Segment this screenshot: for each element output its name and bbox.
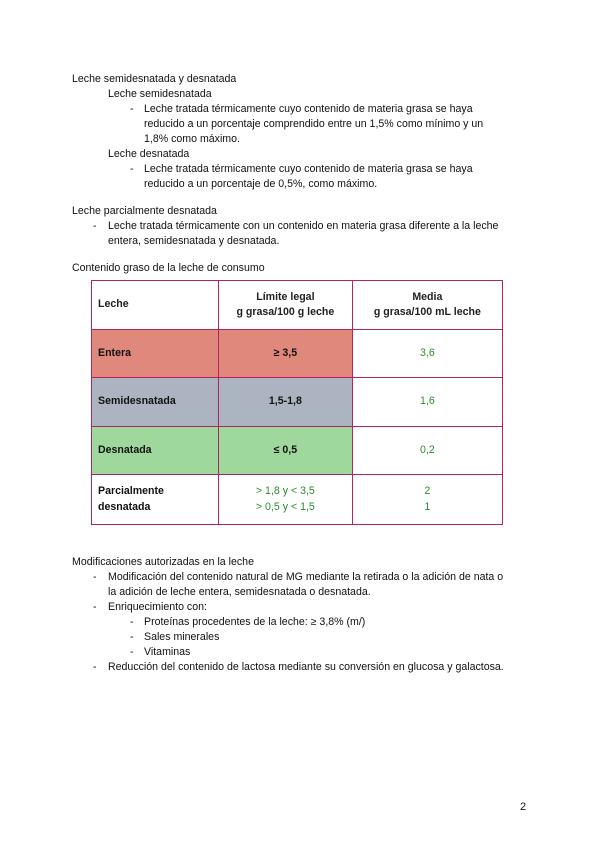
table-header-row [92, 281, 503, 330]
table-caption: Contenido graso de la leche de consumo [72, 262, 265, 274]
heading-semi-desnatada: Leche semidesnatada y desnatada [72, 73, 237, 85]
header-media-line2: g grasa/100 mL leche [373, 306, 481, 318]
table-row [92, 475, 503, 525]
table-row [92, 378, 503, 427]
desn-text-line-2: reducido a un porcentaje de 0,5%, como máximo. [144, 178, 378, 190]
table-row [92, 330, 503, 378]
desn-text-line-1: Leche tratada térmicamente cuyo contenido de materia grasa se haya [144, 163, 473, 175]
row-limit-cell: ≤ 0,5 [219, 427, 353, 475]
row-type-cell: Desnatada [92, 427, 219, 475]
subheading-semidesnatada: Leche semidesnatada [108, 88, 212, 100]
bullet-dash: - [130, 163, 134, 175]
row-mean-cell: 0,2 [352, 427, 502, 475]
row-type-cell [92, 475, 219, 525]
row-mean-cell: 1,6 [352, 378, 502, 427]
bullet-dash: - [130, 646, 134, 658]
mods-item2: Enriquecimiento con: [108, 601, 207, 613]
row-type-cell: Entera [92, 330, 219, 378]
mods-subitem-proteinas: Proteínas procedentes de la leche: ≥ 3,8% (m/) [144, 616, 366, 628]
header-leche: Leche [92, 281, 219, 330]
fat-content-table [91, 280, 503, 525]
bullet-dash: - [93, 601, 97, 613]
row-limit-line2: > 0,5 y < 1,5 [255, 500, 315, 513]
page-number: 2 [520, 801, 527, 813]
row-mean-cell: 3,6 [352, 330, 502, 378]
row-limit-cell [219, 475, 353, 525]
heading-modificaciones: Modificaciones autorizadas en la leche [72, 556, 254, 568]
header-limite [219, 281, 353, 330]
table-row [92, 427, 503, 475]
row-limit-cell: 1,5-1,8 [219, 378, 353, 427]
bullet-dash: - [130, 616, 134, 628]
header-limite-line2: g grasa/100 g leche [236, 306, 335, 318]
bullet-dash: - [130, 631, 134, 643]
mods-item1-line2: la adición de leche entera, semidesnatada o desnatada. [108, 586, 371, 598]
row-type-line2: desnatada [98, 500, 151, 513]
row-limit-line1: > 1,8 y < 3,5 [255, 485, 315, 498]
bullet-dash: - [93, 661, 97, 673]
parcial-text-line-2: entera, semidesnatada y desnatada. [108, 235, 280, 247]
mods-subitem-vitaminas: Vitaminas [144, 646, 191, 658]
parcial-text-line-1: Leche tratada térmicamente con un contenido en materia grasa diferente a la leche [108, 220, 499, 232]
header-media-line1: Media [412, 290, 443, 303]
row-type-cell: Semidesnatada [92, 378, 219, 427]
subheading-desnatada: Leche desnatada [108, 148, 190, 160]
row-mean-line1: 2 [424, 485, 431, 498]
heading-parcialmente: Leche parcialmente desnatada [72, 205, 217, 217]
semi-text-line-1: Leche tratada térmicamente cuyo contenido de materia grasa se haya [144, 103, 473, 115]
header-media [352, 281, 502, 330]
bullet-dash: - [93, 571, 97, 583]
mods-item1-line1: Modificación del contenido natural de MG mediante la retirada o la adición de nata o [108, 571, 504, 583]
row-limit-cell: ≥ 3,5 [219, 330, 353, 378]
semi-text-line-2: reducido a un porcentaje comprendido entre un 1,5% como mínimo y un [144, 118, 484, 130]
row-mean-line2: 1 [424, 500, 431, 513]
header-limite-line1: Límite legal [256, 290, 315, 303]
mods-item3: Reducción del contenido de lactosa mediante su conversión en glucosa y galactosa. [108, 661, 504, 673]
bullet-dash: - [93, 220, 97, 232]
bullet-dash: - [130, 103, 134, 115]
mods-subitem-sales: Sales minerales [144, 631, 220, 643]
row-mean-cell [352, 475, 502, 525]
row-type-line1: Parcialmente [98, 485, 164, 498]
semi-text-line-3: 1,8% como máximo. [144, 133, 240, 145]
